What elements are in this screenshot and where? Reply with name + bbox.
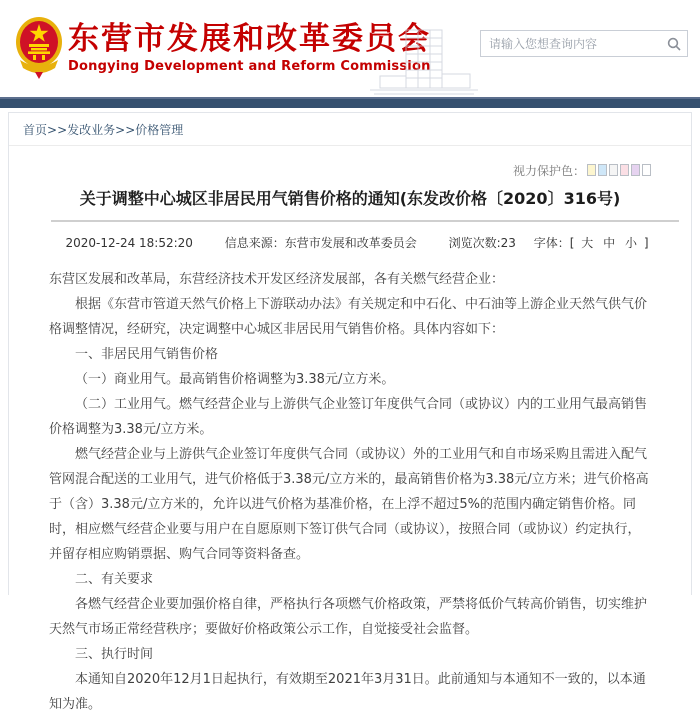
font-size-small-button[interactable]: 小 [624, 236, 637, 250]
font-size-medium-button[interactable]: 中 [603, 236, 616, 250]
search-input[interactable] [481, 31, 661, 56]
site-title: 东营市发展和改革委员会 [68, 21, 431, 57]
site-header [0, 0, 700, 97]
breadcrumb-separator: >> [115, 123, 136, 137]
paragraph-effective-date: 本通知自2020年12月1日起执行，有效期至2021年3月31日。此前通知与本通知不一致的，以本通知为准。 [49, 672, 646, 712]
content-panel [8, 112, 692, 712]
eye-protect-swatch-white[interactable] [642, 164, 651, 176]
search-icon [667, 37, 681, 51]
search-box [480, 30, 688, 57]
eye-protect-swatch-purple[interactable] [631, 164, 640, 176]
paragraph-commercial-gas: （一）商业用气。最高销售价格调整为3.38元/立方米。 [75, 372, 395, 387]
site-subtitle: Dongying Development and Reform Commission [68, 59, 431, 74]
section-heading-3: 三、执行时间 [75, 647, 154, 662]
main-nav-bar [0, 97, 700, 108]
eye-protect-swatch-pink[interactable] [620, 164, 629, 176]
article-title: 关于调整中心城区非居民用气销售价格的通知(东发改价格〔2020〕316号) [79, 189, 621, 208]
breadcrumb [9, 113, 691, 146]
eye-protect-swatch-blue[interactable] [598, 164, 607, 176]
paragraph-requirements: 各燃气经营企业要加强价格自律，严格执行各项燃气价格政策，严禁将低价气转高价销售，切实维护天然气市场正常经营秩序；要做好价格政策公示工作，自觉接受社会监督。 [49, 597, 648, 637]
breadcrumb-separator: >> [47, 123, 68, 137]
eye-protect-label: 视力保护色： [512, 164, 585, 178]
article-meta [49, 234, 651, 251]
font-size-label-end: ] [643, 236, 649, 250]
national-emblem-icon [15, 16, 63, 80]
article [9, 146, 691, 717]
building-sketch-art [368, 26, 480, 100]
breadcrumb-price-management[interactable]: 价格管理 [135, 123, 184, 137]
font-size-label: 字体：[ [533, 236, 575, 250]
paragraph-salutation: 东营区发展和改革局，东营经济技术开发区经济发展部，各有关燃气经营企业： [49, 272, 505, 287]
eye-protect-swatch-yellow[interactable] [587, 164, 596, 176]
paragraph-basis: 根据《东营市管道天然气价格上下游联动办法》有关规定和中石化、中石油等上游企业天然气供气价格调整情况，经研究，决定调整中心城区非居民用气销售价格。具体内容如下： [49, 297, 648, 337]
section-heading-2: 二、有关要求 [75, 572, 154, 587]
info-source: 信息来源：东营市发展和改革委员会 [224, 236, 417, 250]
breadcrumb-home[interactable]: 首页 [23, 123, 48, 137]
search-button[interactable] [661, 31, 687, 56]
eye-protect-swatch-gray[interactable] [609, 164, 618, 176]
font-size-large-button[interactable]: 大 [581, 236, 594, 250]
paragraph-industrial-gas-detail: 燃气经营企业与上游供气企业签订年度供气合同（或协议）外的工业用气和自市场采购且需进入配气管网混合配送的工业用气，进气价格低于3.38元/立方米的，最高销售价格为3.38元/立方米；进气价格高于（含）3.38元/立方米的，允许以进气价格为基准价格，在上浮不超过5%的范围内确定销售价格。同时，相应燃气经营企业要与用户在自愿原则下签订供气合同（或协议），按照合同（或协议）约定执行，并留存相应购销票据、购气合同等资料备查。 [49, 447, 649, 562]
breadcrumb-business[interactable]: 发改业务 [67, 123, 116, 137]
title-divider [51, 220, 679, 222]
view-count: 浏览次数:23 [448, 236, 516, 250]
eye-protect-row [49, 164, 651, 180]
paragraph-industrial-gas: （二）工业用气。燃气经营企业与上游供气企业签订年度供气合同（或协议）内的工业用气最高销售价格调整为3.38元/立方米。 [49, 397, 648, 437]
article-body [49, 267, 651, 717]
section-heading-1: 一、非居民用气销售价格 [75, 347, 219, 362]
publish-datetime: 2020-12-24 18:52:20 [65, 236, 193, 250]
